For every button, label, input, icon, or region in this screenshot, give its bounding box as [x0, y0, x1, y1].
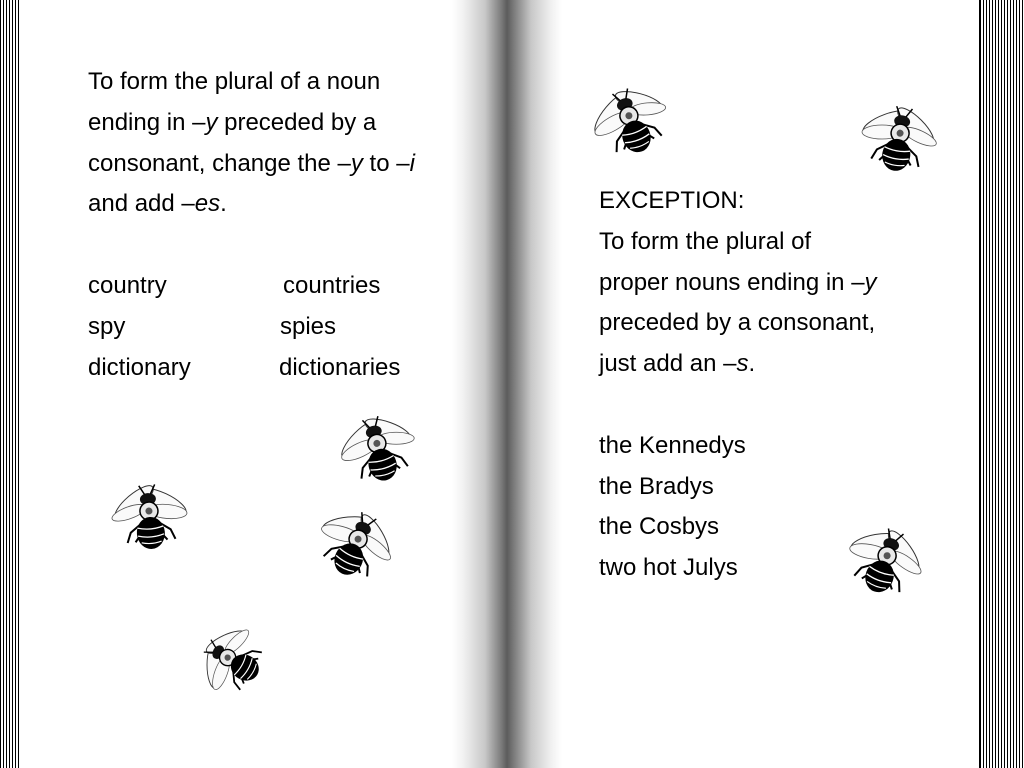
singular-word: country	[88, 271, 167, 299]
rule-line: ending in –y preceded by a	[88, 108, 377, 136]
bee-icon	[100, 478, 200, 568]
bee-icon	[848, 100, 948, 190]
example-row	[88, 307, 448, 348]
plural-word: countries	[283, 271, 381, 299]
left-page-edge	[0, 0, 18, 768]
bee-icon	[833, 522, 933, 612]
book-spine	[452, 0, 562, 768]
example-row	[88, 266, 448, 307]
plural-word: spies	[280, 312, 337, 340]
plural-word: dictionaries	[279, 353, 401, 381]
right-page-edge	[980, 0, 1024, 768]
example-row	[88, 348, 448, 389]
bee-icon	[583, 82, 683, 172]
bee-icon	[192, 618, 282, 708]
example-line: two hot Julys	[599, 554, 738, 582]
example-line: the Bradys	[599, 472, 714, 500]
rule-line: and add –es.	[88, 190, 227, 218]
rule-line: To form the plural of	[599, 227, 812, 255]
rule-line: proper nouns ending in –y	[599, 268, 877, 296]
rule-line: consonant, change the –y to –i	[88, 149, 415, 177]
left-page-text	[88, 62, 448, 388]
singular-word: dictionary	[88, 353, 191, 381]
exception-heading: EXCEPTION:	[599, 187, 745, 214]
example-line: the Kennedys	[599, 431, 746, 459]
bee-icon	[303, 505, 403, 595]
bee-icon	[330, 410, 430, 500]
example-line: the Cosbys	[599, 513, 720, 541]
rule-line: To form the plural of a noun	[88, 68, 381, 95]
singular-word: spy	[88, 312, 126, 340]
rule-line: just add an –s.	[599, 350, 756, 378]
rule-line: preceded by a consonant,	[599, 309, 876, 337]
